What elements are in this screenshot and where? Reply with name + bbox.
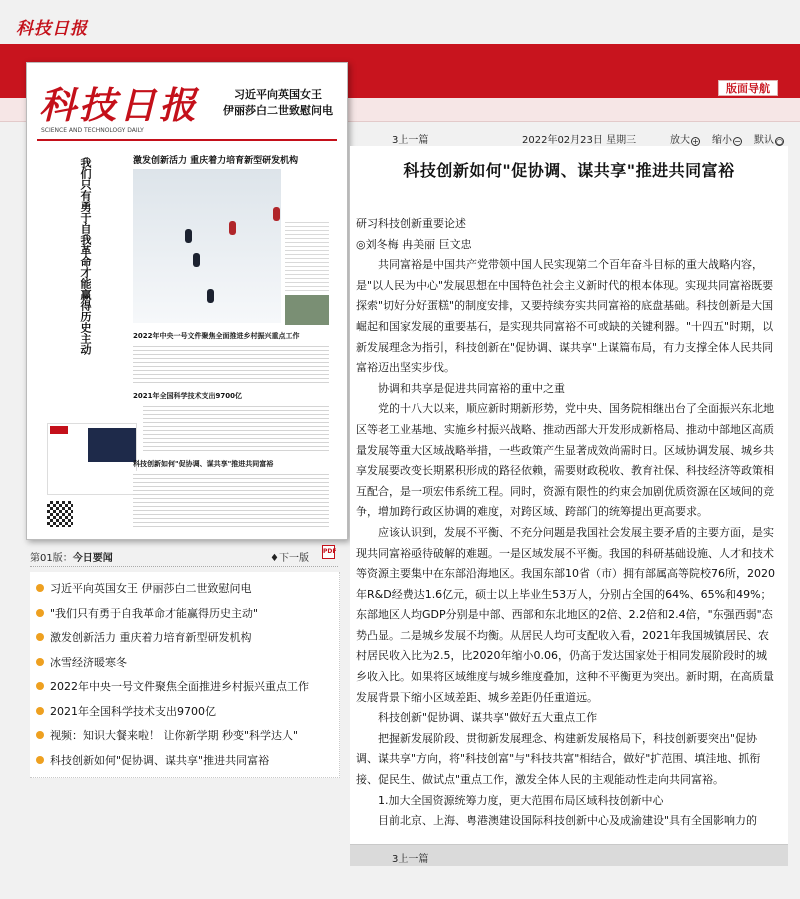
newspaper-page: [33, 69, 341, 533]
bullet-icon: [36, 707, 44, 715]
skier-figure: [193, 253, 200, 267]
promo-label: [50, 426, 68, 434]
skier-figure: [207, 289, 214, 303]
zoom-in-label: 放大: [670, 135, 690, 146]
paper-headline-2[interactable]: 激发创新活力 重庆着力培育新型研发机构: [133, 156, 299, 166]
page-name: 今日要闻: [72, 553, 113, 564]
article-paragraph: 目前北京、上海、粤港澳建设国际科技创新中心及成渝建设"具有全国影响力的: [378, 814, 758, 828]
article-list-item[interactable]: [30, 650, 339, 675]
divider: [30, 566, 338, 567]
article-title: 科技创新如何"促协调、谋共享"推进共同富裕: [403, 161, 735, 180]
pdf-icon[interactable]: PDF: [322, 545, 335, 559]
paper-masthead-sub: SCIENCE AND TECHNOLOGY DAILY: [41, 127, 144, 134]
paper-vertical-headline[interactable]: 我们只有勇于自我革命才能赢得历史主动: [79, 157, 92, 355]
bullet-icon: [36, 658, 44, 666]
bullet-icon: [36, 682, 44, 690]
article-list-item[interactable]: [30, 699, 339, 724]
zoom-out-label: 缩小: [712, 135, 732, 146]
bullet-icon: [36, 731, 44, 739]
skier-figure: [273, 207, 280, 221]
qr-code: [47, 501, 73, 527]
paper-headline-4[interactable]: 2021年全国科学技术支出9700亿: [133, 392, 242, 400]
article-subheading: 1.加大全国资源统筹力度，更大范围布局区域科技创新中心: [378, 793, 664, 807]
skier-figure: [229, 221, 236, 235]
article-paragraph: 把握新发展阶段、贯彻新发展理念、构建新发展格局下，科技创新要突出"促协调、谋共享"方向，将"科技创富"与"科技共富"相结合，做好"扩范围、填洼地、抓衔接、促民生、做试点"重点工作，激发全体人民的主观能动性走向共同富裕。: [356, 731, 761, 787]
article-body: [356, 214, 776, 832]
bullet-icon: [36, 584, 44, 592]
paper-headline-lead-line1: 习近平向英国女王: [234, 88, 322, 101]
article-paragraph: 应该认识到，发展不平衡、不充分问题是我国社会发展主要矛盾的主要方面，是实现共同富裕亟待破解的难题。一是区域发展不平衡。我国的科研基础设施、人才和技术等资源主要集中在东部沿海地区。我国东部10省（市）拥有部属高等院校76所，2020年R&D经费达1.6亿元，硕士以上毕业生53万人，分别占全国的64%、65%和49%；东部地区人均GDP分别是中部、西部和东北地区的2倍、2.2倍和2.4倍，"东强西弱"态势凸显。二是城乡发展不均衡。从居民人均可支配收入看，2021年我国城镇居民、农村居民收入比为2.5，比2020年缩小0.06，仍高于发达国家处于相同发展阶段时的城乡收入比。如果将区域维度与城乡维度叠加，这种不平衡更为突出。新时期，在高质量发展背景下缩小区域差距、城乡差距仍任重道远。: [356, 525, 775, 704]
paper-headline-lead-line2: 伊丽莎白二世致慰问电: [223, 104, 333, 117]
paper-vertical-column-text: [95, 157, 109, 357]
paper-side-column: [285, 219, 329, 291]
article-panel: [350, 146, 788, 844]
paper-ski-photo[interactable]: [133, 169, 281, 323]
newspaper-page-thumbnail[interactable]: [26, 62, 348, 540]
article-paragraph: 共同富裕是中国共产党带领中国人民实现第二个百年奋斗目标的重大战略内容，是"以人民为中心"发展思想在中国特色社会主义新时代的根本体现。实现共同富裕既要探索"切好分好蛋糕"的制度安排，又要持续夯实共同富裕的底盘基础。科技创新是大国崛起和国家发展的重要基石，是实现共同富裕不可或缺的关键利器。"十四五"时期，以新发展理念为指引，科技创新在"促协调、谋共享"上谋篇布局，有力支撑全体人民共同富裕迈出坚实步伐。: [356, 258, 774, 375]
paper-rule: [37, 139, 337, 141]
article-list-item[interactable]: [30, 576, 339, 601]
article-list-title: 科技创新如何"促协调、谋共享"推进共同富裕: [50, 753, 270, 767]
prev-article-link-bottom[interactable]: 3上一篇: [392, 854, 429, 865]
bullet-icon: [36, 756, 44, 764]
bullet-icon: [36, 633, 44, 641]
article-list-title: 习近平向英国女王 伊丽莎白二世致慰问电: [50, 582, 252, 596]
article-list-title: 2021年全国科学技术支出9700亿: [50, 704, 216, 718]
issue-date: 2022年02月23日 星期三: [522, 135, 637, 146]
prev-article-link[interactable]: 3上一篇: [392, 135, 429, 146]
paper-body-text: [133, 343, 329, 385]
article-list-item[interactable]: [30, 674, 339, 699]
page-number: 第01版：: [30, 553, 73, 564]
paper-headline-lead[interactable]: [223, 87, 333, 119]
zoom-in-icon: +: [692, 137, 699, 146]
article-subheading: 协调和共享是促进共同富裕的重中之重: [378, 381, 565, 395]
zoom-out-icon: −: [734, 137, 741, 146]
zoom-reset-icon: ○: [776, 137, 783, 146]
paper-side-photo: [285, 295, 329, 325]
article-list-item[interactable]: [30, 748, 339, 773]
zoom-reset-button[interactable]: [754, 131, 784, 146]
article-toolbar: [350, 128, 788, 146]
article-list: [30, 572, 340, 778]
site-logo[interactable]: 科技日报: [16, 19, 88, 39]
article-list-title: 2022年中央一号文件聚焦全面推进乡村振兴重点工作: [50, 680, 309, 694]
article-list-item[interactable]: [30, 601, 339, 626]
zoom-reset-label: 默认: [754, 135, 774, 146]
article-list-title: 冰雪经济暖寒冬: [50, 655, 127, 669]
article-list-item[interactable]: [30, 723, 339, 748]
article-paragraph: 党的十八大以来，顺应新时期新形势，党中央、国务院相继出台了全面振兴东北地区等老工业基地、实施乡村振兴战略、推动西部大开发形成新格局、推动中部地区高质量发展等重大区域战略举措，一些政策产生显著成效尚需时日。区域协调发展、城乡共享发展要改变长期累积形成的路径依赖，需要财政税收、教育社保、科技经济等政策相互配合，是一项宏伟系统工程。同时，资源有限性的约束会加剧优质资源在区域间的竞争，增加跨行政区协调的难度，对跨区域、跨部门的统筹提出更高要求。: [356, 402, 774, 519]
paper-video-promo[interactable]: [47, 423, 137, 495]
article-bottom-bar: [350, 844, 788, 866]
page-info: [30, 549, 113, 564]
next-page-link[interactable]: ♦下一版: [270, 553, 309, 564]
zoom-in-button[interactable]: [670, 131, 700, 146]
paper-headline-5[interactable]: 科技创新如何"促协调、谋共享"推进共同富裕: [133, 460, 274, 468]
paper-headline-3[interactable]: 2022年中央一号文件聚焦全面推进乡村振兴重点工作: [133, 332, 300, 340]
bullet-icon: [36, 609, 44, 617]
paper-body-text: [143, 403, 329, 453]
article-list-item[interactable]: [30, 625, 339, 650]
zoom-out-button[interactable]: [712, 131, 742, 146]
article-kicker: 研习科技创新重要论述: [356, 217, 466, 230]
article-list-title: 视频：知识大餐来啦！ 让你新学期 秒变"科学达人": [50, 729, 299, 743]
article-subheading: 科技创新"促协调、谋共享"做好五大重点工作: [378, 711, 598, 725]
paper-masthead: 科技日报: [39, 83, 199, 127]
promo-image: [88, 428, 136, 462]
skier-figure: [185, 229, 192, 243]
article-list-title: 激发创新活力 重庆着力培育新型研发机构: [50, 631, 252, 645]
article-list-title: "我们只有勇于自我革命才能赢得历史主动": [50, 606, 259, 620]
article-authors: ◎刘冬梅 冉美丽 巨文忠: [356, 237, 472, 251]
page-navigation-button[interactable]: 版面导航: [718, 80, 778, 96]
paper-body-text: [133, 471, 329, 529]
